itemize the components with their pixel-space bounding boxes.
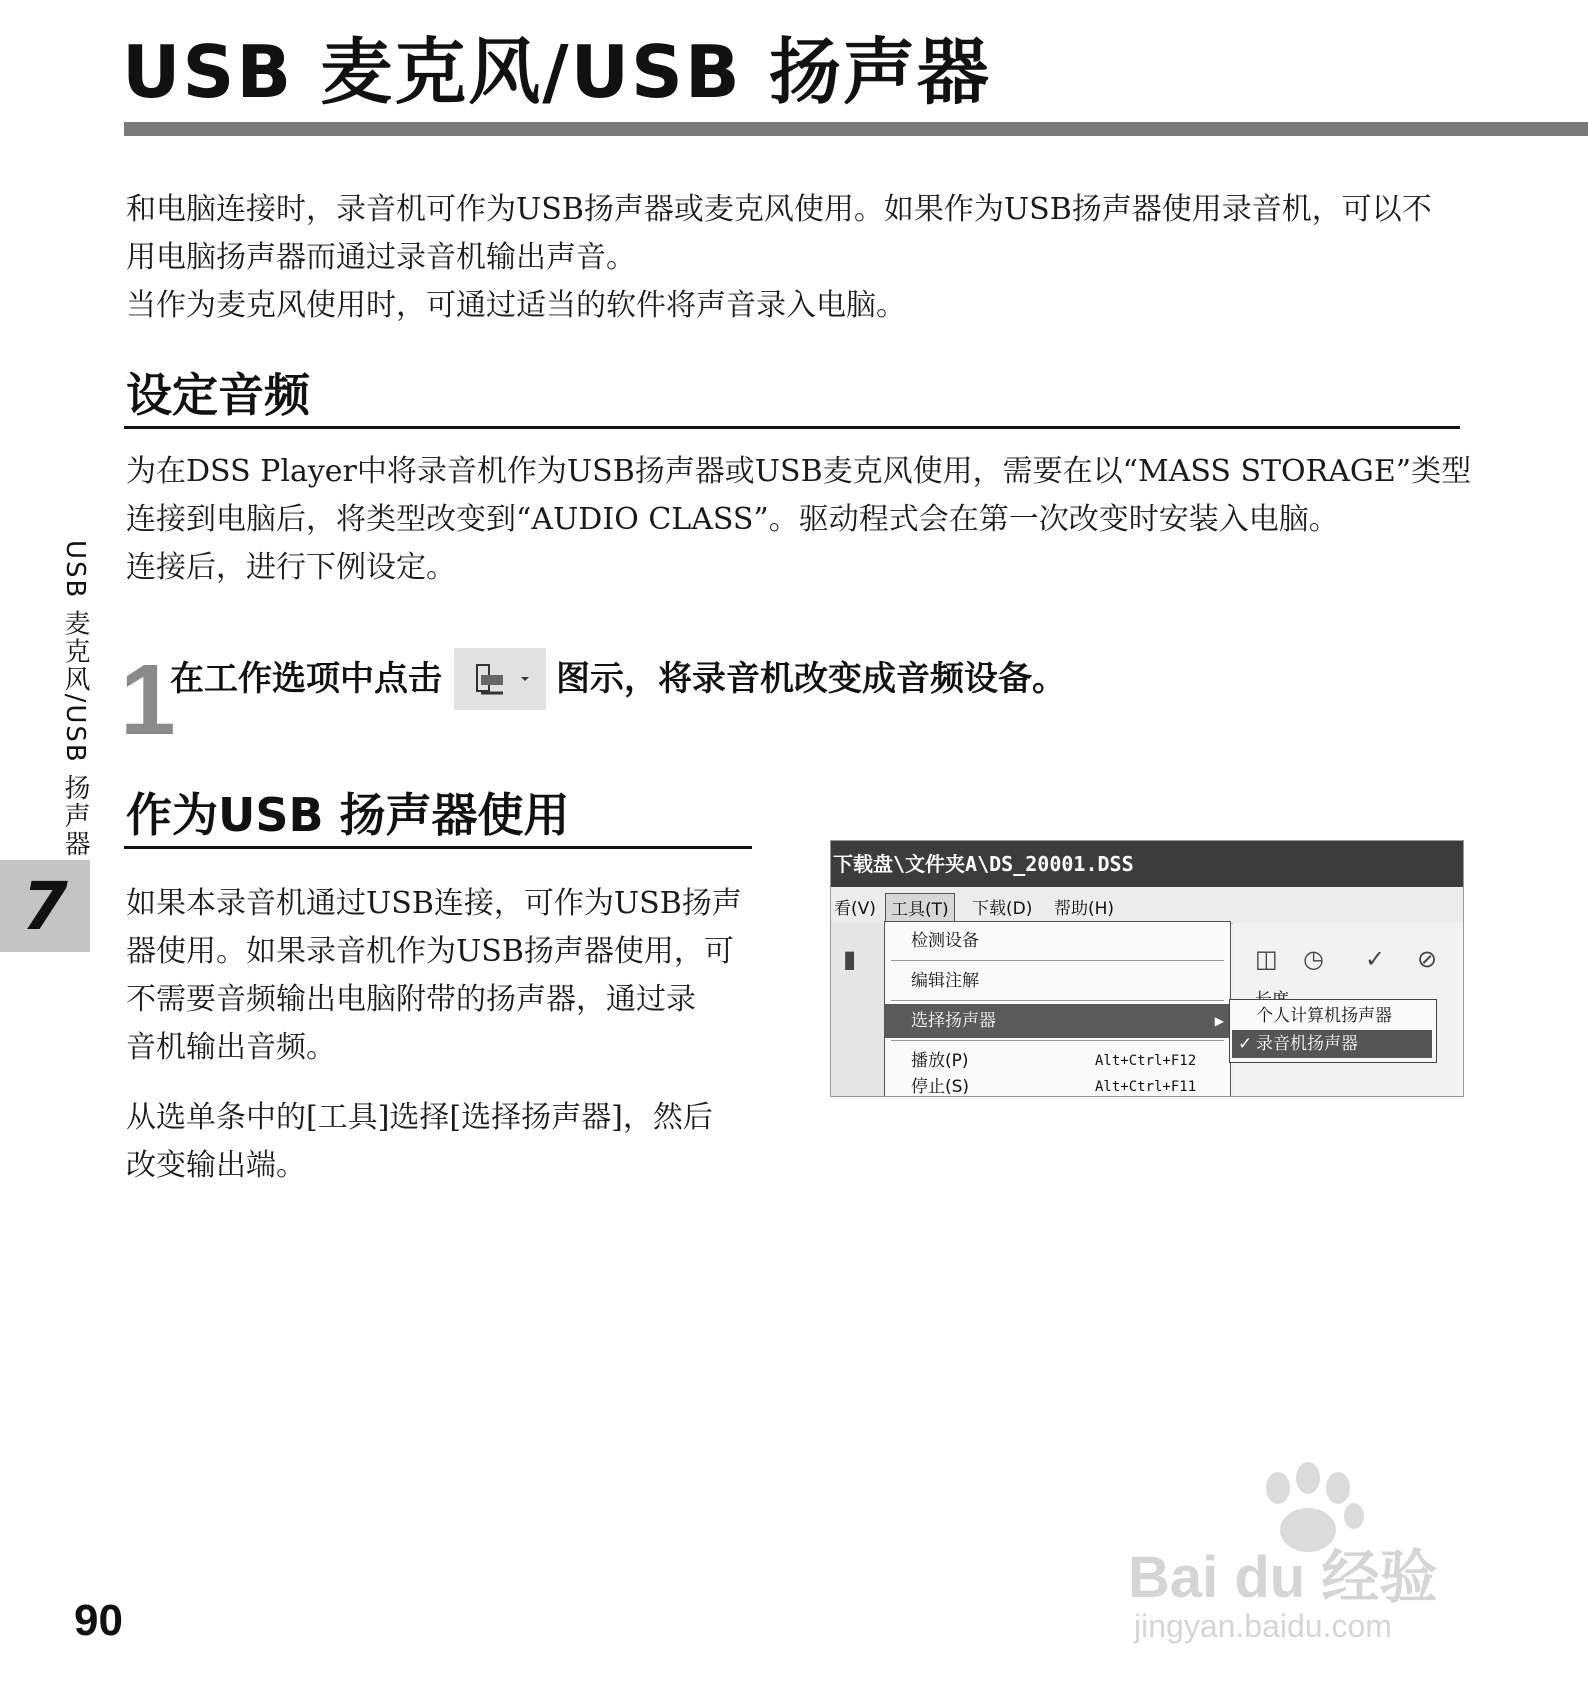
menu-item-detect-device[interactable]: 检测设备 xyxy=(911,931,979,951)
menu-download[interactable]: 下载(D) xyxy=(972,899,1033,919)
side-chapter-label: USB 麦克风/USB 扬声器 xyxy=(60,540,90,859)
speaker-submenu xyxy=(1229,999,1437,1063)
submenu-item-pc-speaker[interactable]: 个人计算机扬声器 xyxy=(1256,1006,1392,1026)
check-icon[interactable]: ✓ xyxy=(1365,945,1386,973)
watermark-brand: Bai du 经验 xyxy=(1128,1545,1438,1610)
section2-line-4: 音机输出音频。 xyxy=(126,1030,336,1065)
device-toggle-icon[interactable] xyxy=(454,648,546,710)
baidu-watermark xyxy=(1128,1460,1488,1660)
section-heading-usb-speaker: 作为USB 扬声器使用 xyxy=(126,788,570,842)
section1-line-3: 连接后，进行下例设定。 xyxy=(126,550,456,585)
page-number: 90 xyxy=(74,1596,123,1645)
menu-help[interactable]: 帮助(H) xyxy=(1054,899,1115,919)
watermark-url: jingyan.baidu.com xyxy=(1134,1608,1392,1644)
step-instruction xyxy=(170,648,1066,710)
timer-icon[interactable]: ◷ xyxy=(1303,945,1324,973)
section1-line-1: 为在DSS Player中将录音机作为USB扬声器或USB麦克风使用，需要在以“MASS STORAGE”类型 xyxy=(126,454,1472,489)
title-underline-bar xyxy=(124,122,1588,136)
section-heading-audio-setup: 设定音频 xyxy=(126,368,310,422)
step-number: 1 xyxy=(120,644,176,756)
tools-dropdown-menu xyxy=(884,921,1231,1097)
menu-item-select-speaker[interactable]: 选择扬声器 ▶ xyxy=(885,1004,1230,1038)
menu-item-edit-comment[interactable]: 编辑注解 xyxy=(911,971,979,991)
left-toolbar xyxy=(831,923,887,1096)
index-mark-icon[interactable]: ◫ xyxy=(1255,945,1278,973)
submenu-item-recorder-speaker[interactable]: ✓ 录音机扬声器 xyxy=(1232,1030,1432,1058)
section2-line-2: 器使用。如果录音机作为USB扬声器使用，可 xyxy=(126,934,734,969)
software-screenshot xyxy=(830,840,1464,1097)
page-title: USB 麦克风/USB 扬声器 xyxy=(122,30,991,114)
section2-line-5: 从选单条中的[工具]选择[选择扬声器]，然后 xyxy=(126,1100,713,1135)
intro-line-2: 用电脑扬声器而通过录音机输出声音。 xyxy=(126,240,636,275)
menu-item-play[interactable]: 播放(P) Alt+Ctrl+F12 xyxy=(911,1051,1197,1071)
menubar xyxy=(831,887,1463,924)
menu-separator xyxy=(891,1040,1224,1041)
window-title: 下载盘\文件夹A\DS_20001.DSS xyxy=(831,841,1464,887)
section-rule xyxy=(124,426,1460,429)
device-icon[interactable]: ▮ xyxy=(843,945,857,973)
section2-line-1: 如果本录音机通过USB连接，可作为USB扬声 xyxy=(126,886,742,921)
menu-tools[interactable]: 工具(T) xyxy=(885,893,955,922)
menu-separator xyxy=(891,1000,1224,1001)
step-text-after: 图示，将录音机改变成音频设备。 xyxy=(556,659,1066,699)
intro-line-1: 和电脑连接时，录音机可作为USB扬声器或麦克风使用。如果作为USB扬声器使用录音机，可以不 xyxy=(126,192,1432,227)
cancel-icon[interactable]: ⊘ xyxy=(1417,945,1438,973)
section2-line-6: 改变输出端。 xyxy=(126,1148,306,1183)
step-text-before: 在工作选项中点击 xyxy=(170,659,442,699)
menu-view[interactable]: 看(V) xyxy=(834,899,876,919)
submenu-arrow-icon: ▶ xyxy=(1214,1014,1224,1028)
menu-separator xyxy=(891,960,1224,961)
checkmark-icon: ✓ xyxy=(1238,1034,1253,1054)
section2-line-3: 不需要音频输出电脑附带的扬声器，通过录 xyxy=(126,982,696,1017)
intro-line-3: 当作为麦克风使用时，可通过适当的软件将声音录入电脑。 xyxy=(126,288,906,323)
section1-line-2: 连接到电脑后，将类型改变到“AUDIO CLASS”。驱动程式会在第一次改变时安装入电脑。 xyxy=(126,502,1339,537)
menu-item-stop[interactable]: 停止(S) Alt+Ctrl+F11 xyxy=(911,1077,1197,1097)
section-rule xyxy=(124,846,752,849)
chapter-number-tab: 7 xyxy=(0,860,90,952)
